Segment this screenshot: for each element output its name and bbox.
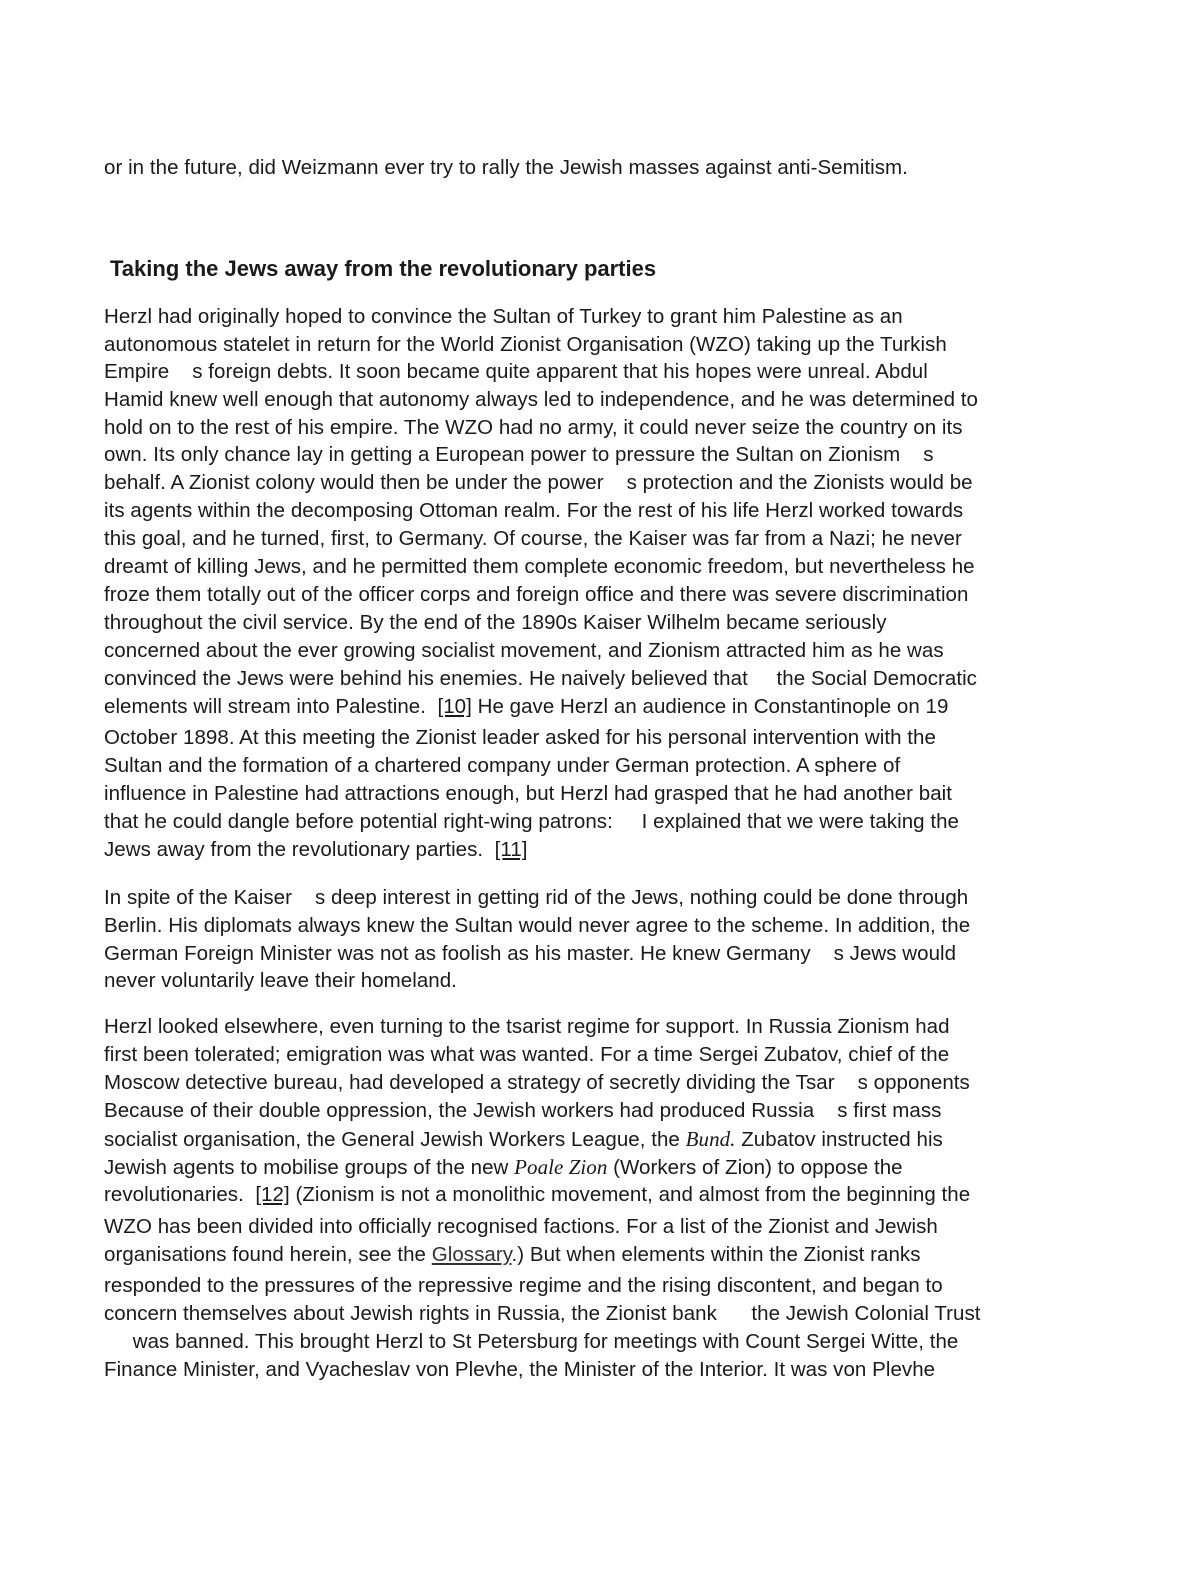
text-span: socialist organisation, the General Jewish Workers League, the bbox=[104, 1128, 686, 1151]
text-line: concern themselves about Jewish rights in Russia, the Zionist bank the Jewish Colonial Trust bbox=[104, 1302, 981, 1325]
text-span: (Workers of Zion) to oppose the bbox=[607, 1156, 903, 1179]
italic-term-poale-zion: Poale Zion bbox=[514, 1155, 608, 1179]
section-heading: Taking the Jews away from the revolutionary parties bbox=[110, 256, 657, 281]
text-line bbox=[104, 1125, 943, 1154]
text-span: organisations found herein, see the bbox=[104, 1243, 432, 1266]
text-line: behalf. A Zionist colony would then be under the power s protection and the Zionists would be bbox=[104, 471, 973, 494]
text-line: never voluntarily leave their homeland. bbox=[104, 969, 457, 992]
text-line: influence in Palestine had attractions enough, but Herzl had grasped that he had another bait bbox=[104, 782, 953, 805]
text-line: froze them totally out of the officer corps and foreign office and there was severe discrimination bbox=[104, 583, 969, 606]
text-line: was banned. This brought Herzl to St Petersburg for meetings with Count Sergei Witte, the bbox=[104, 1330, 959, 1353]
text-span: .) But when elements within the Zionist ranks bbox=[511, 1243, 921, 1266]
text-line: own. Its only chance lay in getting a European power to pressure the Sultan on Zionism s bbox=[104, 443, 934, 466]
text-span: (Zionism is not a monolithic movement, and almost from the beginning the bbox=[289, 1183, 971, 1206]
text-line: October 1898. At this meeting the Zionist leader asked for his personal intervention with the bbox=[104, 726, 936, 749]
text-line: autonomous statelet in return for the World Zionist Organisation (WZO) taking up the Turkish bbox=[104, 333, 947, 356]
text-line: Moscow detective bureau, had developed a strategy of secretly dividing the Tsar s opponents bbox=[104, 1071, 970, 1094]
text-line: Sultan and the formation of a chartered company under German protection. A sphere of bbox=[104, 754, 901, 777]
text-line: hold on to the rest of his empire. The WZO had no army, it could never seize the country on its bbox=[104, 416, 963, 439]
text-line: that he could dangle before potential right-wing patrons: I explained that we were taking the bbox=[104, 810, 959, 833]
text-span: Zubatov instructed his bbox=[735, 1128, 943, 1151]
text-span: elements will stream into Palestine. bbox=[104, 695, 438, 718]
text-line: this goal, and he turned, first, to Germany. Of course, the Kaiser was far from a Nazi; he never bbox=[104, 527, 962, 550]
text-line bbox=[104, 1181, 970, 1209]
text-line bbox=[104, 1153, 903, 1182]
text-line: concerned about the ever growing socialist movement, and Zionism attracted him as he was bbox=[104, 639, 944, 662]
text-line: German Foreign Minister was not as foolish as his master. He knew Germany s Jews would bbox=[104, 942, 957, 965]
text-line: Empire s foreign debts. It soon became quite apparent that his hopes were unreal. Abdul bbox=[104, 360, 928, 383]
footnote-link-12[interactable]: [12] bbox=[255, 1183, 290, 1206]
text-line: responded to the pressures of the repressive regime and the rising discontent, and began to bbox=[104, 1274, 943, 1297]
text-line: Herzl had originally hoped to convince the Sultan of Turkey to grant him Palestine as an bbox=[104, 305, 903, 328]
text-line: In spite of the Kaiser s deep interest in getting rid of the Jews, nothing could be done through bbox=[104, 886, 969, 909]
text-line: Herzl looked elsewhere, even turning to the tsarist regime for support. In Russia Zionism had bbox=[104, 1015, 950, 1038]
text-line bbox=[104, 836, 528, 864]
footnote-link-11[interactable]: [11] bbox=[494, 838, 528, 861]
text-line: WZO has been divided into officially recognised factions. For a list of the Zionist and Jewish bbox=[104, 1215, 938, 1238]
text-line: dreamt of killing Jews, and he permitted them complete economic freedom, but nevertheless he bbox=[104, 555, 975, 578]
text-line: Hamid knew well enough that autonomy always led to independence, and he was determined to bbox=[104, 388, 978, 411]
intro-line: or in the future, did Weizmann ever try to rally the Jewish masses against anti-Semitism. bbox=[104, 156, 908, 179]
text-line: first been tolerated; emigration was what was wanted. For a time Sergei Zubatov, chief of the bbox=[104, 1043, 950, 1066]
text-span: revolutionaries. bbox=[104, 1183, 256, 1206]
text-line: Berlin. His diplomats always knew the Sultan would never agree to the scheme. In addition, the bbox=[104, 914, 971, 937]
text-span: Jewish agents to mobilise groups of the new bbox=[104, 1156, 515, 1179]
text-line: Because of their double oppression, the Jewish workers had produced Russia s first mass bbox=[104, 1099, 942, 1122]
text-span: Jews away from the revolutionary parties. bbox=[104, 838, 495, 861]
glossary-link[interactable]: Glossary bbox=[431, 1243, 512, 1266]
text-span: He gave Herzl an audience in Constantinople on 19 bbox=[471, 695, 949, 718]
text-line: Finance Minister, and Vyacheslav von Plevhe, the Minister of the Interior. It was von Plevhe bbox=[104, 1358, 936, 1381]
text-line: throughout the civil service. By the end of the 1890s Kaiser Wilhelm became seriously bbox=[104, 611, 887, 634]
text-line bbox=[104, 1241, 921, 1269]
text-line bbox=[104, 693, 948, 721]
footnote-link-10[interactable]: [10] bbox=[437, 695, 472, 718]
text-line: convinced the Jews were behind his enemies. He naively believed that the Social Democratic bbox=[104, 667, 977, 690]
text-line: its agents within the decomposing Ottoman realm. For the rest of his life Herzl worked towards bbox=[104, 499, 964, 522]
italic-term-bund: Bund. bbox=[685, 1127, 736, 1151]
